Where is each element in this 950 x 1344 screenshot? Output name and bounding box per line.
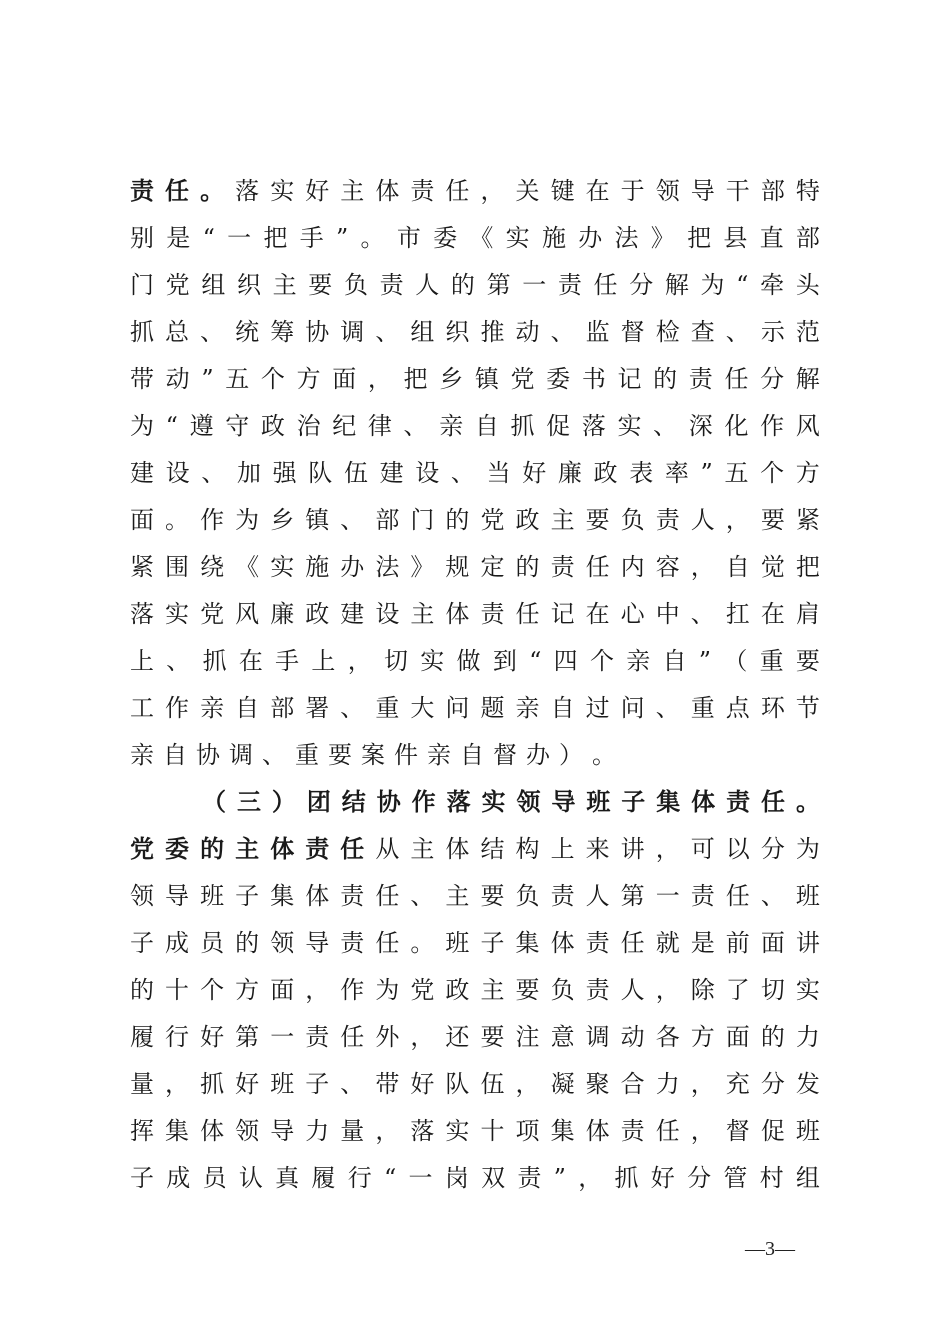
text-line: 党 委 的 主 体 责 任 从 主 体 结 构 上 来 讲 ， 可 以 分 为 [130, 835, 820, 863]
text-line: 面 。 作 为 乡 镇 、 部 门 的 党 政 主 要 负 责 人 ， 要 紧 [130, 506, 820, 534]
text-line: 量 ， 抓 好 班 子 、 带 好 队 伍 ， 凝 聚 合 力 ， 充 分 发 [130, 1070, 820, 1098]
text-line: 领 导 班 子 集 体 责 任 、 主 要 负 责 人 第 一 责 任 、 班 [130, 882, 820, 910]
text-line: （ 三 ） 团 结 协 作 落 实 领 导 班 子 集 体 责 任 。 [202, 788, 820, 816]
text-line: 子 成 员 的 领 导 责 任 。 班 子 集 体 责 任 就 是 前 面 讲 [130, 929, 820, 957]
text-line: 别 是 “ 一 把 手 ” 。 市 委 《 实 施 办 法 》 把 县 直 部 [130, 224, 820, 252]
body-text [130, 168, 820, 1202]
text-line: 工 作 亲 自 部 署 、 重 大 问 题 亲 自 过 问 、 重 点 环 节 [130, 694, 820, 722]
text-line: 的 十 个 方 面 ， 作 为 党 政 主 要 负 责 人 ， 除 了 切 实 [130, 976, 820, 1004]
text-line: 亲 自 协 调 、 重 要 案 件 亲 自 督 办 ） 。 [130, 741, 625, 769]
text-line: 落 实 党 风 廉 政 建 设 主 体 责 任 记 在 心 中 、 扛 在 肩 [130, 600, 820, 628]
text-line: 上 、 抓 在 手 上 ， 切 实 做 到 “ 四 个 亲 自 ” （ 重 要 [130, 647, 820, 675]
text-line: 门 党 组 织 主 要 负 责 人 的 第 一 责 任 分 解 为 “ 牵 头 [130, 271, 820, 299]
page-number: —3— [745, 1238, 795, 1260]
text-line: 建 设 、 加 强 队 伍 建 设 、 当 好 廉 政 表 率 ” 五 个 方 [130, 459, 820, 487]
text-line: 带 动 ” 五 个 方 面 ， 把 乡 镇 党 委 书 记 的 责 任 分 解 [130, 365, 820, 393]
text-line: 履 行 好 第 一 责 任 外 ， 还 要 注 意 调 动 各 方 面 的 力 [130, 1023, 820, 1051]
text-line: 为 “ 遵 守 政 治 纪 律 、 亲 自 抓 促 落 实 、 深 化 作 风 [130, 412, 820, 440]
text-line: 紧 围 绕 《 实 施 办 法 》 规 定 的 责 任 内 容 ， 自 觉 把 [130, 553, 820, 581]
text-line: 子 成 员 认 真 履 行 “ 一 岗 双 责 ” ， 抓 好 分 管 村 组 [130, 1164, 820, 1192]
text-line: 挥 集 体 领 导 力 量 ， 落 实 十 项 集 体 责 任 ， 督 促 班 [130, 1117, 820, 1145]
text-line: 责 任 。 落 实 好 主 体 责 任 ， 关 键 在 于 领 导 干 部 特 [130, 177, 820, 205]
text-line: 抓 总 、 统 筹 协 调 、 组 织 推 动 、 监 督 检 查 、 示 范 [130, 318, 820, 346]
